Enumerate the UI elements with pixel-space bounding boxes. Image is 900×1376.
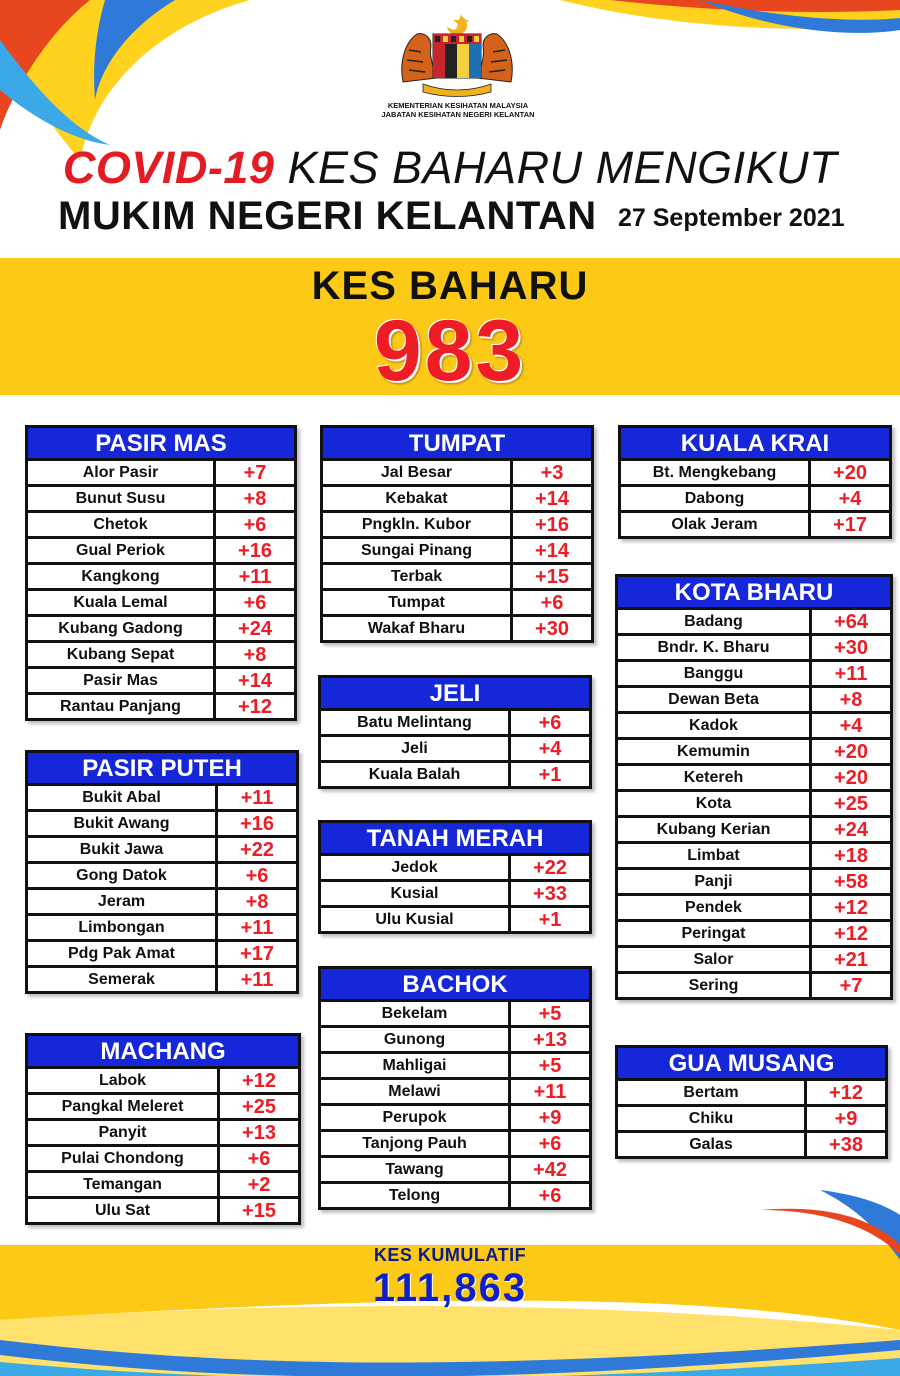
case-count: +24 bbox=[238, 618, 272, 640]
table-row bbox=[618, 919, 890, 945]
area-name: Badang bbox=[618, 610, 812, 633]
area-name: Dewan Beta bbox=[618, 688, 812, 711]
area-name: Kubang Kerian bbox=[618, 818, 812, 841]
case-count: +6 bbox=[243, 592, 267, 614]
table-row bbox=[321, 734, 589, 760]
case-count: +11 bbox=[240, 787, 274, 809]
area-name: Dabong bbox=[621, 487, 811, 510]
case-count: +11 bbox=[240, 917, 274, 939]
area-name: Pendek bbox=[618, 896, 812, 919]
table-row bbox=[618, 815, 890, 841]
case-count: +17 bbox=[240, 943, 274, 965]
district-table-jeli bbox=[318, 675, 592, 789]
area-name: Pasir Mas bbox=[28, 669, 216, 692]
area-name: Olak Jeram bbox=[621, 513, 811, 536]
area-name: Batu Melintang bbox=[321, 711, 511, 734]
table-row bbox=[321, 905, 589, 931]
table-row bbox=[618, 610, 890, 633]
case-count: +42 bbox=[533, 1159, 567, 1181]
table-row bbox=[28, 965, 296, 991]
case-count: +20 bbox=[833, 462, 867, 484]
table-row bbox=[621, 510, 889, 536]
district-table-pasir-mas bbox=[25, 425, 297, 721]
district-header: TUMPAT bbox=[323, 428, 591, 461]
area-name: Tanjong Pauh bbox=[321, 1132, 511, 1155]
district-header: BACHOK bbox=[321, 969, 589, 1002]
case-count: +6 bbox=[245, 865, 269, 887]
area-name: Salor bbox=[618, 948, 812, 971]
district-header: MACHANG bbox=[28, 1036, 298, 1069]
case-count: +14 bbox=[238, 670, 272, 692]
table-row bbox=[618, 737, 890, 763]
area-name: Semerak bbox=[28, 968, 218, 991]
area-name: Kuala Balah bbox=[321, 763, 511, 786]
table-row bbox=[28, 835, 296, 861]
table-row bbox=[618, 841, 890, 867]
case-count: +22 bbox=[240, 839, 274, 861]
case-count: +12 bbox=[238, 696, 272, 718]
area-name: Limbat bbox=[618, 844, 812, 867]
table-row bbox=[618, 971, 890, 997]
table-row bbox=[618, 633, 890, 659]
area-name: Bukit Abal bbox=[28, 786, 218, 809]
table-row bbox=[28, 1170, 298, 1196]
table-row bbox=[321, 1077, 589, 1103]
area-name: Jeli bbox=[321, 737, 511, 760]
table-row bbox=[28, 1118, 298, 1144]
case-count: +5 bbox=[538, 1003, 562, 1025]
area-name: Perupok bbox=[321, 1106, 511, 1129]
area-name: Banggu bbox=[618, 662, 812, 685]
area-name: Gual Periok bbox=[28, 539, 216, 562]
area-name: Pangkal Meleret bbox=[28, 1095, 220, 1118]
area-name: Alor Pasir bbox=[28, 461, 216, 484]
district-table-kota-bharu bbox=[615, 574, 893, 1000]
table-row bbox=[28, 510, 294, 536]
table-row bbox=[618, 867, 890, 893]
table-row bbox=[323, 536, 591, 562]
case-count: +20 bbox=[834, 741, 868, 763]
table-row bbox=[618, 1081, 885, 1104]
table-row bbox=[618, 893, 890, 919]
area-name: Pulai Chondong bbox=[28, 1147, 220, 1170]
table-row bbox=[618, 789, 890, 815]
case-count: +25 bbox=[242, 1096, 276, 1118]
area-name: Galas bbox=[618, 1133, 807, 1156]
table-row bbox=[28, 484, 294, 510]
table-row bbox=[618, 1104, 885, 1130]
area-name: Ketereh bbox=[618, 766, 812, 789]
area-name: Kubang Sepat bbox=[28, 643, 216, 666]
case-count: +16 bbox=[240, 813, 274, 835]
area-name: Peringat bbox=[618, 922, 812, 945]
case-count: +9 bbox=[538, 1107, 562, 1129]
case-count: +11 bbox=[238, 566, 272, 588]
report-date: 27 September 2021 bbox=[618, 204, 845, 232]
new-cases-value: 983 bbox=[373, 303, 527, 399]
case-count: +3 bbox=[540, 462, 564, 484]
case-count: +38 bbox=[829, 1134, 863, 1156]
area-name: Kusial bbox=[321, 882, 511, 905]
case-count: +16 bbox=[238, 540, 272, 562]
case-count: +13 bbox=[242, 1122, 276, 1144]
table-row bbox=[28, 1144, 298, 1170]
area-name: Bndr. K. Bharu bbox=[618, 636, 812, 659]
case-count: +25 bbox=[834, 793, 868, 815]
case-count: +6 bbox=[540, 592, 564, 614]
case-count: +16 bbox=[535, 514, 569, 536]
area-name: Jeram bbox=[28, 890, 218, 913]
cumulative-value: 111,863 bbox=[372, 1266, 528, 1310]
table-row bbox=[28, 614, 294, 640]
district-table-tumpat bbox=[320, 425, 594, 643]
area-name: Tawang bbox=[321, 1158, 511, 1181]
case-count: +8 bbox=[245, 891, 269, 913]
area-name: Ulu Kusial bbox=[321, 908, 511, 931]
case-count: +22 bbox=[533, 857, 567, 879]
case-count: +58 bbox=[834, 871, 868, 893]
case-count: +15 bbox=[242, 1200, 276, 1222]
area-name: Kangkong bbox=[28, 565, 216, 588]
case-count: +7 bbox=[839, 975, 863, 997]
cumulative-cases bbox=[0, 1245, 900, 1310]
case-count: +12 bbox=[242, 1070, 276, 1092]
case-count: +9 bbox=[834, 1108, 858, 1130]
area-name: Panji bbox=[618, 870, 812, 893]
case-count: +11 bbox=[533, 1081, 567, 1103]
area-name: Bukit Jawa bbox=[28, 838, 218, 861]
area-name: Wakaf Bharu bbox=[323, 617, 513, 640]
case-count: +4 bbox=[838, 488, 862, 510]
table-row bbox=[321, 760, 589, 786]
table-row bbox=[28, 1092, 298, 1118]
table-row bbox=[618, 1130, 885, 1156]
new-cases-label: KES BAHARU bbox=[311, 264, 589, 308]
table-row bbox=[28, 640, 294, 666]
area-name: Chiku bbox=[618, 1107, 807, 1130]
table-row bbox=[323, 588, 591, 614]
case-count: +14 bbox=[535, 488, 569, 510]
table-row bbox=[28, 1069, 298, 1092]
area-name: Sungai Pinang bbox=[323, 539, 513, 562]
table-row bbox=[618, 763, 890, 789]
table-row bbox=[321, 1002, 589, 1025]
area-name: Labok bbox=[28, 1069, 220, 1092]
case-count: +6 bbox=[538, 1133, 562, 1155]
ministry-line-2: JABATAN KESIHATAN NEGERI KELANTAN bbox=[381, 110, 535, 119]
area-name: Kemumin bbox=[618, 740, 812, 763]
table-row bbox=[28, 692, 294, 718]
table-row bbox=[28, 588, 294, 614]
case-count: +8 bbox=[839, 689, 863, 711]
case-count: +13 bbox=[533, 1029, 567, 1051]
area-name: Melawi bbox=[321, 1080, 511, 1103]
table-row bbox=[621, 461, 889, 484]
table-row bbox=[323, 510, 591, 536]
area-name: Mahligai bbox=[321, 1054, 511, 1077]
case-count: +5 bbox=[538, 1055, 562, 1077]
case-count: +4 bbox=[839, 715, 863, 737]
case-count: +30 bbox=[535, 618, 569, 640]
table-row bbox=[28, 786, 296, 809]
table-row bbox=[28, 809, 296, 835]
district-table-machang bbox=[25, 1033, 301, 1225]
table-row bbox=[28, 939, 296, 965]
area-name: Kebakat bbox=[323, 487, 513, 510]
case-count: +6 bbox=[538, 1185, 562, 1207]
table-row bbox=[28, 666, 294, 692]
area-name: Panyit bbox=[28, 1121, 220, 1144]
new-cases-banner bbox=[0, 258, 900, 399]
area-name: Bekelam bbox=[321, 1002, 511, 1025]
table-row bbox=[321, 711, 589, 734]
case-count: +7 bbox=[243, 462, 267, 484]
district-header: PASIR MAS bbox=[28, 428, 294, 461]
case-count: +6 bbox=[538, 712, 562, 734]
case-count: +6 bbox=[243, 514, 267, 536]
case-count: +8 bbox=[243, 644, 267, 666]
district-header: KOTA BHARU bbox=[618, 577, 890, 610]
area-name: Kota bbox=[618, 792, 812, 815]
case-count: +12 bbox=[834, 923, 868, 945]
table-row bbox=[321, 1025, 589, 1051]
area-name: Sering bbox=[618, 974, 812, 997]
district-header: PASIR PUTEH bbox=[28, 753, 296, 786]
area-name: Tumpat bbox=[323, 591, 513, 614]
table-row bbox=[28, 562, 294, 588]
district-table-tanah-merah bbox=[318, 820, 592, 934]
table-row bbox=[618, 685, 890, 711]
area-name: Bukit Awang bbox=[28, 812, 218, 835]
area-name: Jedok bbox=[321, 856, 511, 879]
case-count: +4 bbox=[538, 738, 562, 760]
case-count: +11 bbox=[834, 663, 868, 685]
case-count: +17 bbox=[833, 514, 867, 536]
table-row bbox=[321, 879, 589, 905]
area-name: Kubang Gadong bbox=[28, 617, 216, 640]
table-row bbox=[28, 536, 294, 562]
area-name: Limbongan bbox=[28, 916, 218, 939]
area-name: Pngkln. Kubor bbox=[323, 513, 513, 536]
case-count: +11 bbox=[240, 969, 274, 991]
area-name: Kadok bbox=[618, 714, 812, 737]
case-count: +12 bbox=[834, 897, 868, 919]
case-count: +8 bbox=[243, 488, 267, 510]
coat-of-arms-icon bbox=[395, 12, 519, 98]
district-header: TANAH MERAH bbox=[321, 823, 589, 856]
case-count: +24 bbox=[834, 819, 868, 841]
table-row bbox=[323, 562, 591, 588]
table-row bbox=[618, 945, 890, 971]
district-header: GUA MUSANG bbox=[618, 1048, 885, 1081]
table-row bbox=[28, 861, 296, 887]
table-row bbox=[618, 659, 890, 685]
table-row bbox=[321, 1051, 589, 1077]
area-name: Chetok bbox=[28, 513, 216, 536]
area-name: Kuala Lemal bbox=[28, 591, 216, 614]
ministry-line-1: KEMENTERIAN KESIHATAN MALAYSIA bbox=[387, 101, 529, 110]
area-name: Gunong bbox=[321, 1028, 511, 1051]
table-row bbox=[28, 1196, 298, 1222]
title-covid: COVID-19 bbox=[62, 142, 275, 193]
case-count: +64 bbox=[834, 611, 868, 633]
area-name: Rantau Panjang bbox=[28, 695, 216, 718]
case-count: +1 bbox=[538, 764, 562, 786]
table-row bbox=[28, 887, 296, 913]
district-table-pasir-puteh bbox=[25, 750, 299, 994]
case-count: +20 bbox=[834, 767, 868, 789]
case-count: +18 bbox=[834, 845, 868, 867]
page-subtitle: MUKIM NEGERI KELANTAN bbox=[58, 194, 597, 238]
page-title bbox=[0, 142, 900, 194]
case-count: +1 bbox=[538, 909, 562, 931]
table-row bbox=[323, 614, 591, 640]
table-row bbox=[321, 856, 589, 879]
table-row bbox=[321, 1103, 589, 1129]
area-name: Terbak bbox=[323, 565, 513, 588]
case-count: +6 bbox=[247, 1148, 271, 1170]
case-count: +21 bbox=[834, 949, 868, 971]
area-name: Ulu Sat bbox=[28, 1199, 220, 1222]
case-count: +14 bbox=[535, 540, 569, 562]
area-name: Temangan bbox=[28, 1173, 220, 1196]
table-row bbox=[28, 461, 294, 484]
case-count: +12 bbox=[829, 1082, 863, 1104]
table-row bbox=[618, 711, 890, 737]
table-row bbox=[323, 484, 591, 510]
area-name: Bertam bbox=[618, 1081, 807, 1104]
table-row bbox=[323, 461, 591, 484]
district-header: JELI bbox=[321, 678, 589, 711]
area-name: Bunut Susu bbox=[28, 487, 216, 510]
table-row bbox=[321, 1129, 589, 1155]
area-name: Jal Besar bbox=[323, 461, 513, 484]
area-name: Telong bbox=[321, 1184, 511, 1207]
table-row bbox=[28, 913, 296, 939]
case-count: +30 bbox=[834, 637, 868, 659]
case-count: +33 bbox=[533, 883, 567, 905]
district-table-kuala-krai bbox=[618, 425, 892, 539]
area-name: Pdg Pak Amat bbox=[28, 942, 218, 965]
table-row bbox=[321, 1155, 589, 1181]
cumulative-label: KES KUMULATIF bbox=[373, 1245, 527, 1265]
ministry-name bbox=[340, 101, 576, 119]
table-row bbox=[621, 484, 889, 510]
district-table-bachok bbox=[318, 966, 592, 1210]
case-count: +15 bbox=[535, 566, 569, 588]
district-header: KUALA KRAI bbox=[621, 428, 889, 461]
area-name: Bt. Mengkebang bbox=[621, 461, 811, 484]
area-name: Gong Datok bbox=[28, 864, 218, 887]
case-count: +2 bbox=[247, 1174, 271, 1196]
district-table-gua-musang bbox=[615, 1045, 888, 1159]
title-rest: KES BAHARU MENGIKUT bbox=[287, 142, 838, 193]
table-row bbox=[321, 1181, 589, 1207]
